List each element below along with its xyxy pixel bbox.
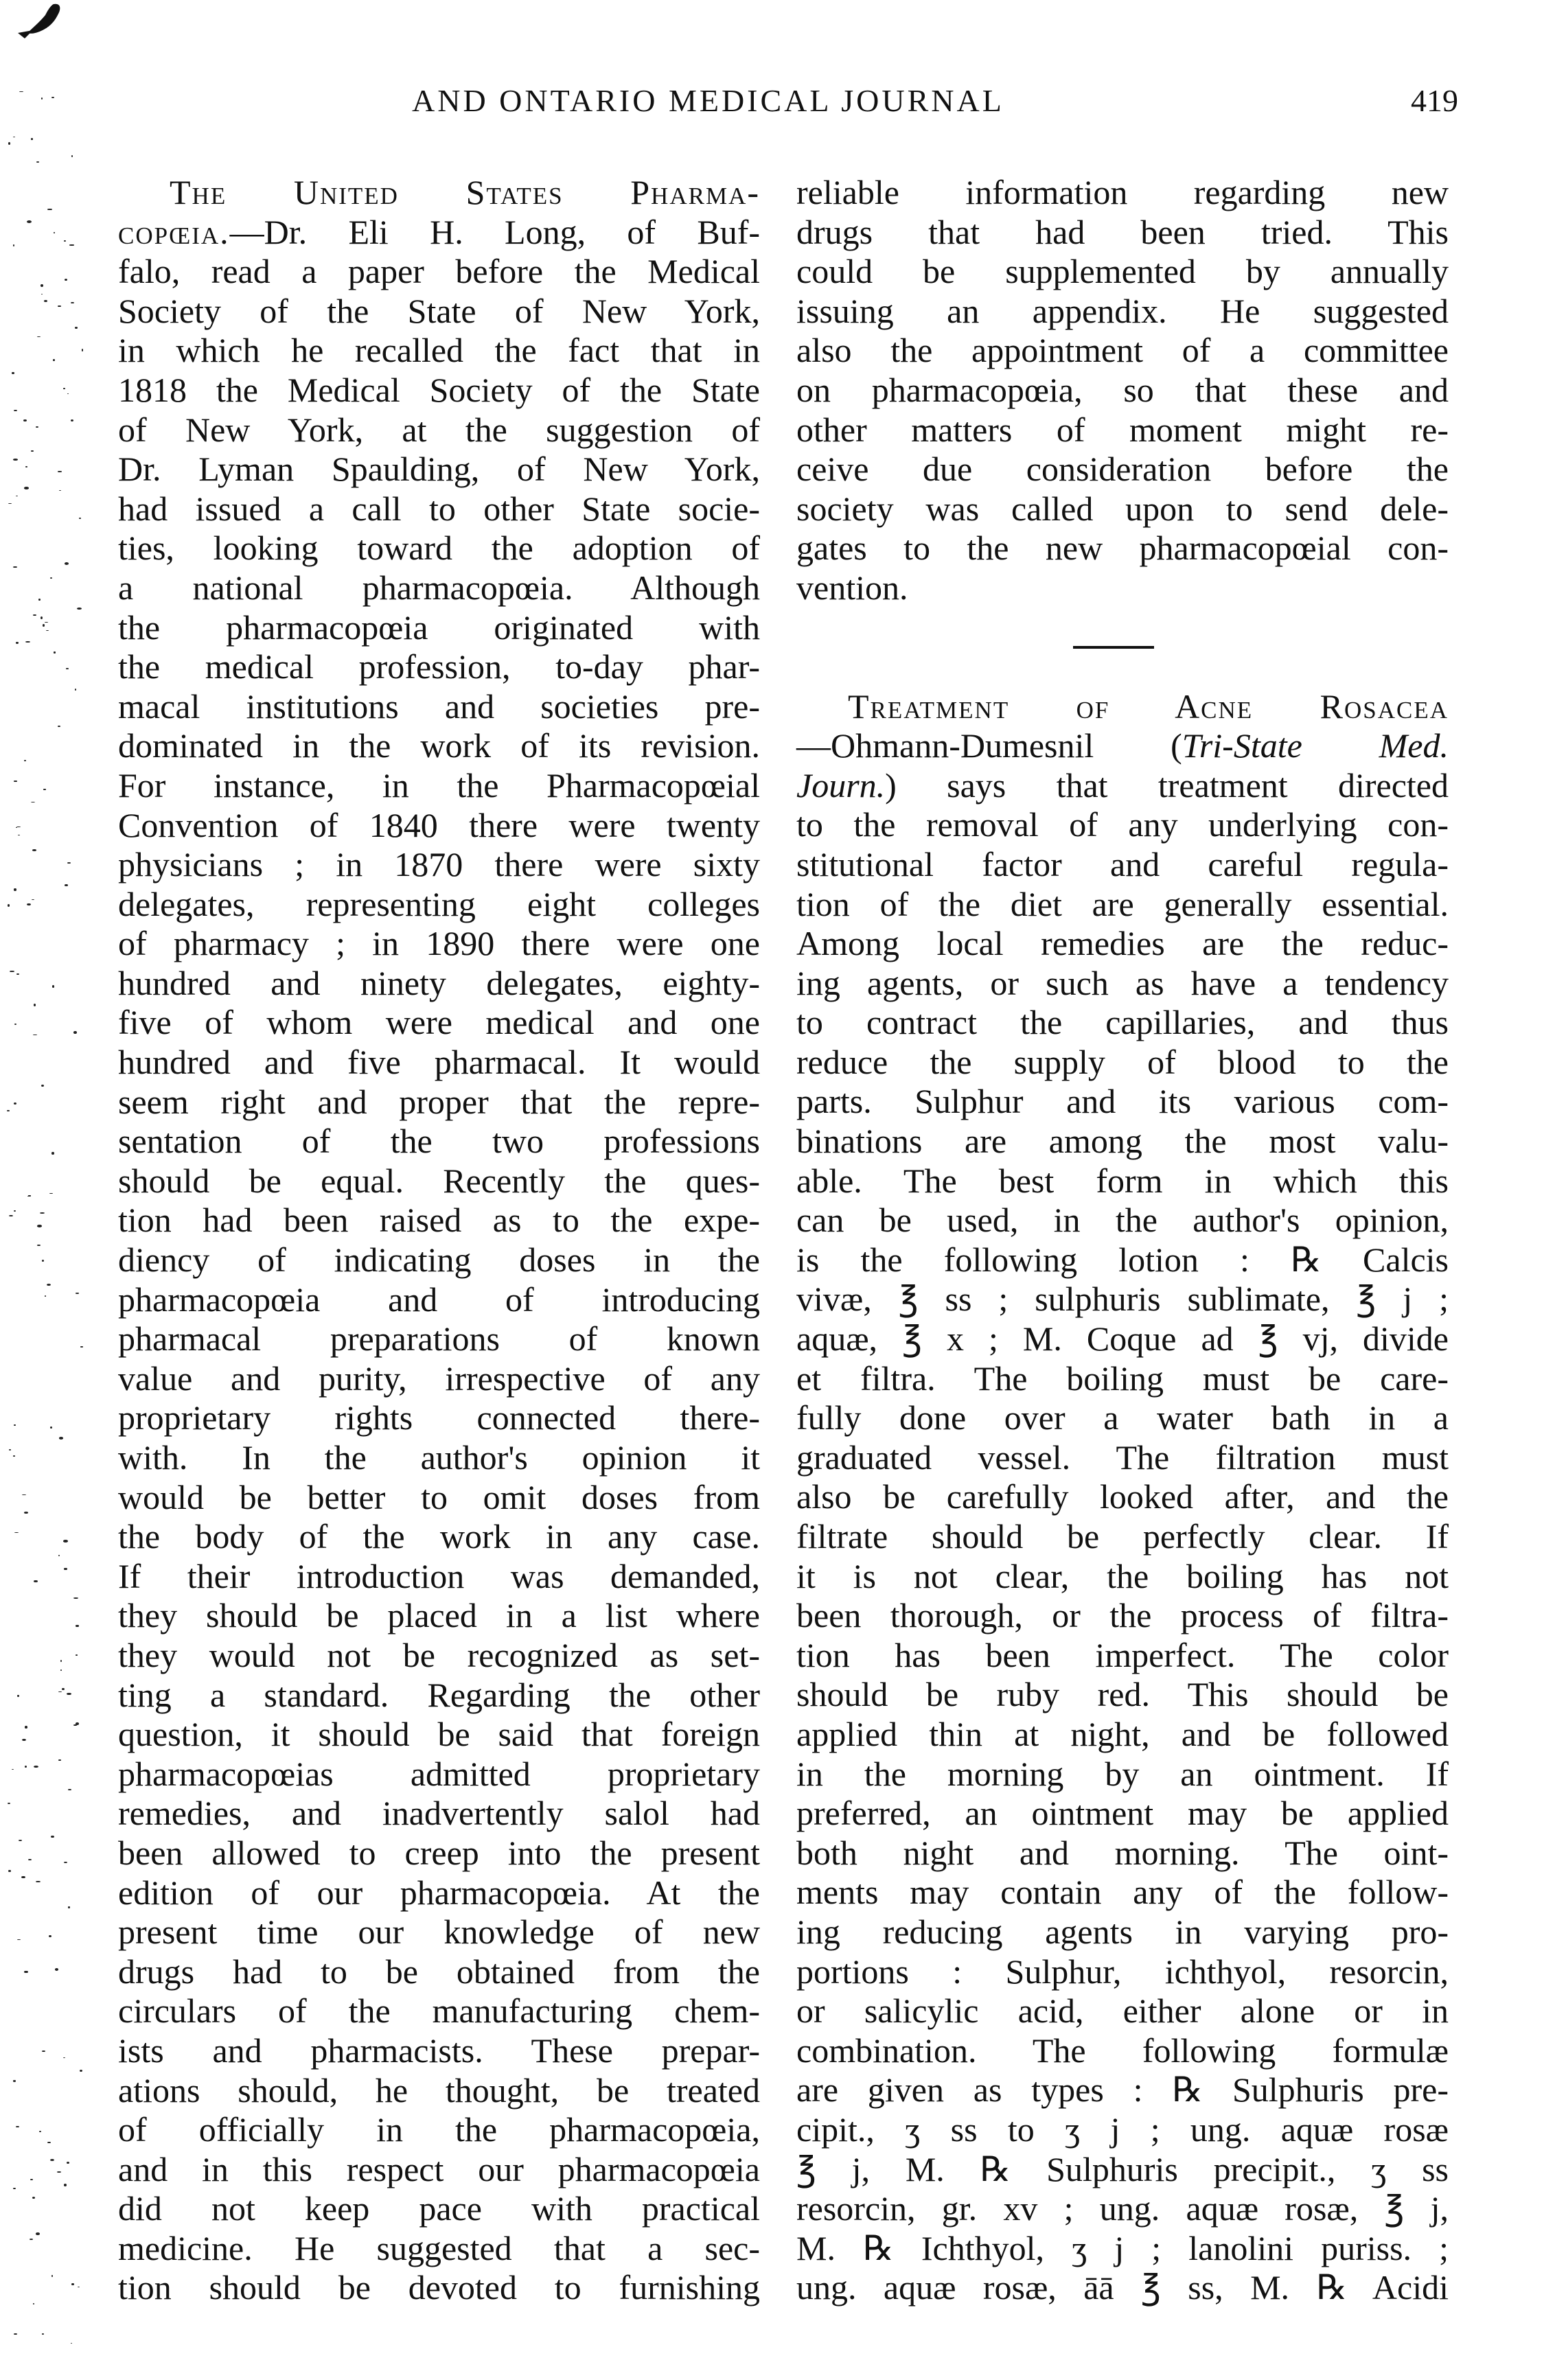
scan-speck [58, 1691, 62, 1692]
scan-speck [14, 2333, 17, 2335]
text-line: medicine. He suggested that a sec- [118, 2228, 760, 2267]
scan-speck [54, 232, 55, 233]
scan-speck [50, 2159, 54, 2161]
text-line: drugs that had been tried. This [796, 212, 1449, 251]
text-line: pharmacal preparations of known [118, 1319, 760, 1359]
text-line: Dr. Lyman Spaulding, of New York, [118, 450, 760, 489]
text-line: tion has been imperfect. The color [796, 1635, 1449, 1674]
citation-journal: Tri-State Med. [1182, 726, 1449, 765]
text-line: physicians ; in 1870 there were sixty [118, 845, 760, 884]
article-body-acne-rosacea [796, 805, 1449, 2308]
scan-speck [42, 2333, 43, 2335]
scan-speck [22, 1739, 26, 1741]
scan-speck [80, 1346, 83, 1347]
text-line: resorcin, gr. xv ; ung. aquæ rosæ, ℥ j, [796, 2189, 1449, 2228]
scan-speck [32, 899, 35, 900]
text-line: remedies, and inadvertently salol had [118, 1794, 760, 1833]
scan-speck [71, 2343, 73, 2344]
text-line: value and purity, irrespective of any [118, 1359, 760, 1398]
text-line: issuing an appendix. He suggested [796, 291, 1449, 330]
right-column [796, 173, 1449, 2308]
scan-speck [21, 1876, 25, 1878]
text-line: proprietary rights connected there- [118, 1398, 760, 1437]
scan-speck [16, 973, 20, 975]
scan-speck [75, 689, 77, 691]
text-line: gates to the new pharmacopœial con- [796, 529, 1449, 568]
text-line: of pharmacy ; in 1890 there were one [118, 924, 760, 963]
text-line: should be equal. Recently the ques- [118, 1161, 760, 1200]
scan-speck [69, 244, 74, 245]
scan-speck [31, 450, 33, 452]
scan-speck [24, 1512, 28, 1513]
text-line: reliable information regarding new [796, 173, 1449, 211]
scan-speck [25, 1726, 27, 1729]
scan-speck [68, 1789, 71, 1790]
scan-speck [58, 1555, 60, 1556]
scan-speck [73, 1597, 78, 1599]
scan-speck [71, 302, 74, 303]
text-line: copœia.—Dr. Eli H. Long, of Buf- [118, 212, 760, 251]
left-column [118, 173, 760, 2308]
scan-speck [24, 487, 29, 489]
article-title [796, 687, 1449, 727]
text-line: they would not be recognized as set- [118, 1635, 760, 1674]
text-line: able. The best form in which this [796, 1161, 1449, 1200]
scan-speck [34, 1580, 38, 1583]
text-line: did not keep pace with practical [118, 2189, 760, 2228]
article-body-pharmacopoeia [118, 252, 760, 2308]
text-line: in the morning by an ointment. If [796, 1754, 1449, 1793]
scan-speck [33, 614, 36, 616]
text-line: stitutional factor and careful regula- [796, 844, 1449, 883]
scan-speck [64, 1862, 67, 1863]
citation-journal-cont: Journ. [796, 765, 886, 805]
text-line: parts. Sulphur and its various com- [796, 1082, 1449, 1121]
text-line: filtrate should be perfectly clear. If [796, 1517, 1449, 1556]
scan-speck [13, 2188, 16, 2189]
scan-speck [65, 279, 67, 281]
scan-speck [8, 904, 10, 907]
text-line: tion should be devoted to furnishing [118, 2268, 760, 2307]
scan-speck [55, 1968, 58, 1971]
text-line: vention. [796, 568, 908, 607]
scan-speck [34, 1004, 36, 1006]
scan-speck [9, 1449, 11, 1451]
text-line: tion of the diet are generally essential. [796, 884, 1449, 923]
scan-speck [8, 1870, 11, 1872]
text-line: cipit., ʒ ss to ʒ j ; ung. aquæ rosæ [796, 2110, 1449, 2149]
scan-speck [58, 1759, 60, 1761]
text-line: circulars of the manufacturing chem- [118, 1991, 760, 2031]
scan-speck [39, 2131, 41, 2132]
scan-speck [49, 1935, 51, 1937]
scan-speck [12, 372, 14, 373]
scan-speck [14, 1102, 16, 1105]
article-body-pharmacopoeia-continued [796, 173, 1449, 608]
text-line: dominated in the work of its revision. [118, 726, 760, 765]
text-line: of New York, at the suggestion of [118, 410, 760, 449]
scan-speck [53, 359, 55, 361]
text-line: graduated vessel. The filtration must [796, 1437, 1449, 1477]
text-line: on pharmacopœia, so that these and [796, 370, 1449, 409]
scan-speck [32, 2197, 35, 2199]
text-line: had issued a call to other State socie- [118, 489, 760, 528]
scan-speck [71, 419, 74, 421]
text-line: the medical profession, to-day phar- [118, 647, 760, 686]
scan-speck [67, 2162, 69, 2164]
scan-speck [10, 971, 14, 973]
text-line: and in this respect our pharmacopœia [118, 2149, 760, 2188]
text-line: falo, read a paper before the Medical [118, 252, 760, 291]
text-line: applied thin at night, and be followed [796, 1714, 1449, 1753]
scan-speck [51, 1152, 54, 1155]
article-heading-pharmacopoeia: The United States Pharma- [170, 173, 760, 211]
scan-speck [46, 630, 49, 631]
scan-speck [7, 1110, 10, 1111]
text-line: ting a standard. Regarding the other [118, 1675, 760, 1714]
text-line: with. In the author's opinion it [118, 1438, 760, 1477]
scan-speck [8, 142, 10, 145]
article-heading-cont: copœia. [118, 212, 230, 251]
text-line: 1818 the Medical Society of the State [118, 370, 760, 409]
scan-speck [65, 884, 68, 886]
scan-speck [32, 849, 37, 851]
text-line: tion had been raised as to the expe- [118, 1201, 760, 1240]
scan-speck [16, 642, 19, 644]
scan-speck [41, 1085, 44, 1087]
text-line: in which he recalled the fact that in [118, 331, 760, 370]
scan-speck [66, 668, 69, 669]
text-line: they should be placed in a list where [118, 1596, 760, 1635]
scan-speck [63, 1540, 68, 1543]
text-line: For instance, in the Pharmacopœial [118, 765, 760, 805]
scan-speck [41, 284, 43, 287]
text-line: the body of the work in any case. [118, 1517, 760, 1556]
scan-speck [25, 466, 28, 467]
scan-speck [58, 305, 60, 308]
text-line: society was called upon to send dele- [796, 489, 1449, 528]
scan-speck [50, 1426, 52, 1429]
scan-speck [28, 1859, 32, 1860]
scan-speck [54, 651, 55, 654]
scan-speck [63, 388, 65, 389]
scan-speck [37, 1225, 41, 1227]
text-line: ung. aquæ rosæ, āā ℥ ss, M. ℞ Acidi [796, 2268, 1449, 2307]
scan-speck [82, 349, 83, 351]
text-line: macal institutions and societies pre- [118, 686, 760, 726]
scan-speck [36, 426, 38, 428]
scan-speck [37, 1245, 40, 1246]
text-line: of officially in the pharmacopœia, [118, 2110, 760, 2149]
text-line: ceive due consideration before the [796, 450, 1449, 489]
scan-speck [13, 244, 14, 247]
text-line: five of whom were medical and one [118, 1003, 760, 1042]
text-line: question, it should be said that foreign [118, 1715, 760, 1754]
scan-speck [76, 1625, 79, 1626]
scan-speck [47, 209, 51, 211]
text-line: ists and pharmacists. These prepar- [118, 2031, 760, 2070]
scan-speck [67, 1693, 71, 1695]
scan-speck [14, 410, 17, 411]
text-line: combination. The following formulæ [796, 2031, 1449, 2070]
text-line: portions : Sulphur, ichthyol, resorcin, [796, 1952, 1449, 1991]
text-line: hundred and five pharmacal. It would [118, 1043, 760, 1082]
text-line: edition of our pharmacopœia. At the [118, 1873, 760, 1912]
scan-speck [14, 888, 17, 891]
scan-speck [44, 300, 47, 302]
scan-speck [30, 2239, 33, 2240]
scan-speck [27, 903, 31, 905]
scan-speck [67, 393, 69, 395]
text-line: to contract the capillaries, and thus [796, 1003, 1449, 1042]
scan-speck [51, 1836, 54, 1838]
scan-speck [41, 616, 43, 619]
scan-speck [19, 1840, 22, 1841]
scan-speck [17, 1939, 21, 1940]
text-line: aquæ, ℥ x ; M. Coque ad ℥ vj, divide [796, 1319, 1449, 1359]
scan-speck [59, 490, 62, 491]
text-line: also the appointment of a committee [796, 331, 1449, 370]
text-line: other matters of moment might re- [796, 410, 1449, 449]
scan-speck [64, 2184, 67, 2186]
text-line: pharmacopœia and of introducing [118, 1280, 760, 1319]
scan-speck [33, 1035, 37, 1036]
scan-speck [47, 1284, 51, 1286]
scan-speck [23, 419, 27, 422]
page-header [0, 82, 1555, 137]
scan-speck [22, 1494, 25, 1495]
scan-speck [12, 1769, 14, 1770]
article-title [118, 173, 760, 213]
scan-speck [34, 1766, 38, 1768]
scan-speck [59, 1437, 63, 1439]
scan-speck [80, 2070, 82, 2072]
text-line: could be supplemented by annually [796, 252, 1449, 291]
scan-speck [58, 471, 61, 472]
text-line: Convention of 1840 there were twenty [118, 805, 760, 844]
text-line: —Ohmann-Dumesnil (Tri-State Med. [796, 726, 1449, 765]
scan-speck [36, 1881, 40, 1882]
scan-speck [45, 622, 48, 623]
scan-speck [25, 1766, 27, 1768]
text-line: ments may contain any of the follow- [796, 1873, 1449, 1912]
ink-blot [12, 3, 67, 82]
running-title: AND ONTARIO MEDICAL JOURNAL [412, 83, 1004, 118]
scan-speck [38, 599, 41, 600]
scan-speck [13, 459, 17, 461]
text-line: both night and morning. The oint- [796, 1833, 1449, 1872]
text-line: delegates, representing eight colleges [118, 884, 760, 923]
text-line: M. ℞ Ichthyol, ʒ j ; lanolini puriss. ; [796, 2228, 1449, 2267]
scan-speck [73, 1031, 76, 1034]
scan-speck [27, 1196, 30, 1197]
text-line: reduce the supply of blood to the [796, 1042, 1449, 1081]
scan-speck [76, 1722, 79, 1724]
text-line: are given as types : ℞ Sulphuris pre- [796, 2070, 1449, 2110]
scan-speck [64, 240, 66, 242]
article-heading-acne-rosacea: Treatment of Acne Rosacea [848, 686, 1449, 726]
scan-speck [68, 1906, 70, 1909]
scan-speck [76, 1654, 78, 1656]
scan-speck [47, 2142, 50, 2143]
scan-speck [37, 336, 41, 337]
separator-rule [1073, 646, 1154, 649]
scan-speck [50, 577, 52, 579]
scan-speck [36, 2232, 40, 2235]
text-line: to the removal of any underlying con- [796, 805, 1449, 844]
scan-speck [24, 760, 25, 761]
scan-speck [64, 1568, 67, 1569]
text-line: preferred, an ointment may be applied [796, 1794, 1449, 1833]
scan-speck [13, 1455, 16, 1457]
text-line: also be carefully looked after, and the [796, 1477, 1449, 1516]
text-line: Journ.) says that treatment directed [796, 765, 1449, 805]
text-line: Among local remedies are the reduc- [796, 924, 1449, 963]
scan-speck [67, 862, 71, 864]
scan-speck [71, 2283, 73, 2285]
scan-speck [9, 1215, 13, 1216]
scan-speck [27, 220, 32, 223]
scan-speck [58, 726, 60, 728]
text-line: or salicylic acid, either alone or in [796, 1991, 1449, 2031]
scan-speck [13, 2080, 16, 2082]
scan-speck [42, 1260, 45, 1262]
scan-speck [77, 608, 82, 610]
text-line: seem right and proper that the repre- [118, 1082, 760, 1121]
scan-speck [31, 138, 33, 140]
scan-speck [52, 985, 55, 988]
scan-speck [14, 1210, 16, 1212]
scan-speck [14, 1024, 16, 1025]
text-line: present time our knowledge of new [118, 1913, 760, 1952]
section-separator [796, 608, 1449, 687]
scan-speck [16, 2126, 19, 2127]
text-line: ties, looking toward the adoption of [118, 529, 760, 568]
scan-speck [51, 2275, 54, 2277]
scan-speck [62, 1688, 65, 1691]
text-line: Society of the State of New York, [118, 291, 760, 330]
text-line: would be better to omit doses from [118, 1477, 760, 1516]
scan-speck [63, 2057, 65, 2058]
scan-speck [8, 503, 12, 504]
scan-speck [13, 566, 17, 568]
text-line: binations are among the most valu- [796, 1122, 1449, 1161]
scan-speck [40, 1212, 45, 1214]
text-line: ations should, he thought, be treated [118, 2070, 760, 2110]
text-line: a national pharmacopœia. Although [118, 568, 760, 607]
text-line: it is not clear, the boiling has not [796, 1556, 1449, 1595]
page-number: 419 [1411, 83, 1458, 118]
text-line: drugs had to be obtained from the [118, 1952, 760, 1991]
scan-speck [16, 827, 17, 829]
text-line: et filtra. The boiling must be care- [796, 1359, 1449, 1398]
scan-speck [79, 518, 81, 519]
scan-speck [42, 2050, 45, 2052]
text-line: ℥ j, M. ℞ Sulphuris precipit., ʒ ss [796, 2149, 1449, 2188]
scan-speck [71, 155, 73, 157]
scan-speck [36, 161, 39, 163]
text-line: If their introduction was demanded, [118, 1556, 760, 1595]
scan-margin-artifacts [0, 0, 89, 2380]
text-line: diency of indicating doses in the [118, 1240, 760, 1280]
text-line: ing agents, or such as have a tendency [796, 963, 1449, 1002]
scan-speck [14, 1424, 15, 1425]
scan-speck [43, 624, 45, 627]
text-line: ing reducing agents in varying pro- [796, 1912, 1449, 1951]
text-line: can be used, in the author's opinion, [796, 1201, 1449, 1240]
text-line: the pharmacopœia originated with [118, 608, 760, 647]
text-line: pharmacopœias admitted proprietary [118, 1754, 760, 1793]
text-line: hundred and ninety delegates, eighty- [118, 963, 760, 1002]
scan-speck [57, 2171, 61, 2173]
scan-speck [65, 562, 69, 565]
scan-speck [45, 1295, 46, 1297]
scan-speck [30, 2179, 33, 2180]
scan-speck [60, 1660, 62, 1662]
scan-speck [14, 1532, 19, 1533]
scan-speck [49, 1193, 53, 1194]
scan-speck [33, 2303, 34, 2304]
scan-speck [24, 1971, 27, 1974]
scan-speck [25, 641, 30, 643]
text-line: vivæ, ℥ ss ; sulphuris sublimate, ℥ j ; [796, 1280, 1449, 1319]
text-line: is the following lotion : ℞ Calcis [796, 1240, 1449, 1279]
scan-speck [41, 294, 43, 295]
text-line: should be ruby red. This should be [796, 1675, 1449, 1714]
text-line: sentation of the two professions [118, 1122, 760, 1161]
text-line: been thorough, or the process of filtra- [796, 1596, 1449, 1635]
scan-speck [8, 1803, 10, 1804]
text-line: fully done over a water bath in a [796, 1398, 1449, 1437]
scan-speck [75, 327, 78, 329]
text-line: been allowed to creep into the present [118, 1833, 760, 1872]
scan-speck [17, 1695, 19, 1697]
